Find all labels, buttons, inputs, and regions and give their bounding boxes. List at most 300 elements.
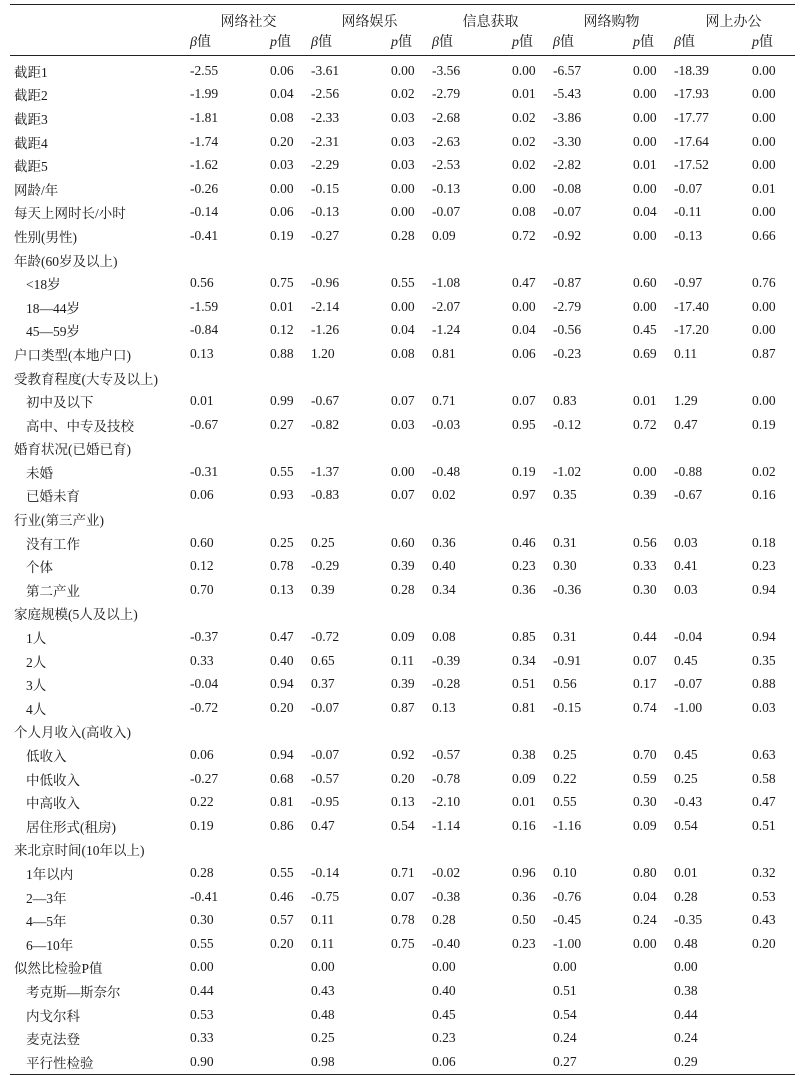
beta-value-cell: 0.47 — [311, 817, 335, 833]
beta-value-cell: 1.20 — [311, 345, 335, 361]
beta-value-cell: -0.07 — [674, 676, 703, 692]
beta-label: 值 — [680, 35, 695, 50]
p-value-cell: 0.00 — [512, 180, 536, 196]
table-row — [10, 460, 795, 484]
beta-value-cell: 0.56 — [553, 676, 577, 692]
p-value-cell: 0.85 — [512, 629, 536, 645]
beta-value-cell: -1.37 — [311, 463, 340, 479]
beta-value-cell — [188, 437, 256, 461]
beta-value-cell: -0.95 — [311, 794, 340, 810]
beta-value-cell — [430, 602, 498, 626]
beta-value-cell — [430, 366, 498, 390]
beta-value-cell: -0.88 — [674, 463, 703, 479]
p-value-cell — [498, 956, 551, 980]
p-value-cell — [498, 1003, 551, 1027]
p-value-cell: 0.95 — [512, 416, 536, 432]
table-row — [10, 271, 795, 295]
beta-value-cell: -0.08 — [553, 180, 582, 196]
p-label: 值 — [759, 35, 773, 50]
p-value-cell: 0.45 — [633, 322, 657, 338]
beta-value-cell: -0.91 — [553, 652, 582, 668]
beta-value-cell: -6.57 — [553, 62, 582, 78]
beta-value-cell — [672, 248, 738, 272]
beta-value-cell — [188, 838, 256, 862]
row-label: 45—59岁 — [26, 324, 80, 340]
p-value-cell: 0.55 — [391, 275, 415, 291]
beta-value-cell: 0.36 — [432, 534, 456, 550]
beta-value-cell: -2.82 — [553, 157, 582, 173]
beta-value-cell — [309, 602, 377, 626]
row-label: 1人 — [26, 631, 47, 647]
p-value-cell: 0.00 — [512, 298, 536, 314]
beta-value-cell: 0.40 — [432, 982, 456, 998]
p-value-cell: 0.08 — [391, 345, 415, 361]
group-header-row — [10, 5, 795, 32]
p-value-cell: 0.00 — [752, 298, 776, 314]
p-label: 值 — [277, 35, 291, 50]
beta-value-cell — [309, 437, 377, 461]
row-label: 考克斯—斯奈尔 — [26, 984, 121, 1000]
p-value-cell: 0.47 — [752, 794, 776, 810]
p-value-cell: 0.13 — [391, 794, 415, 810]
beta-value-cell: 0.03 — [674, 581, 698, 597]
beta-value-cell: -0.23 — [553, 345, 582, 361]
beta-value-cell: -0.07 — [311, 747, 340, 763]
row-label: 居住形式(租房) — [26, 819, 116, 835]
beta-value-cell: 0.55 — [553, 794, 577, 810]
beta-symbol: β — [674, 35, 681, 50]
p-value-cell: 0.33 — [633, 558, 657, 574]
beta-value-cell: 0.01 — [190, 393, 214, 409]
beta-value-cell: 0.56 — [190, 275, 214, 291]
table-row — [10, 531, 795, 555]
beta-value-cell: -0.36 — [553, 581, 582, 597]
beta-value-cell: 0.48 — [311, 1006, 335, 1022]
p-value-cell — [738, 1050, 795, 1074]
p-value-cell: 0.08 — [512, 204, 536, 220]
p-value-cell: 0.87 — [752, 345, 776, 361]
row-label: 已婚未育 — [26, 489, 80, 505]
row-label: 4人 — [26, 701, 47, 717]
p-value-cell — [256, 507, 309, 531]
beta-value-cell: -0.56 — [553, 322, 582, 338]
p-value-cell — [256, 602, 309, 626]
beta-value-cell: -0.78 — [432, 770, 461, 786]
beta-value-cell: -0.26 — [190, 180, 219, 196]
row-label: 初中及以下 — [26, 395, 94, 411]
beta-value-cell: 0.06 — [190, 747, 214, 763]
p-value-cell: 0.07 — [391, 393, 415, 409]
beta-value-cell: -0.67 — [190, 416, 219, 432]
beta-value-cell: 0.00 — [674, 959, 698, 975]
p-value-cell: 0.00 — [752, 86, 776, 102]
p-value-cell: 0.00 — [391, 180, 415, 196]
p-value-cell — [619, 956, 672, 980]
table-row — [10, 932, 795, 956]
p-value-cell: 0.94 — [270, 676, 294, 692]
p-value-cell — [377, 507, 430, 531]
p-value-cell: 0.70 — [633, 747, 657, 763]
beta-value-cell: 0.13 — [190, 345, 214, 361]
p-value-cell: 0.78 — [391, 912, 415, 928]
row-label: 高中、中专及技校 — [26, 418, 134, 434]
beta-value-cell — [430, 248, 498, 272]
p-value-cell: 0.00 — [391, 62, 415, 78]
p-value-cell: 0.00 — [752, 204, 776, 220]
beta-value-cell: -2.07 — [432, 298, 461, 314]
beta-value-cell: -1.74 — [190, 133, 219, 149]
beta-value-cell: 0.41 — [674, 558, 698, 574]
p-value-cell — [256, 437, 309, 461]
beta-value-cell: 0.00 — [190, 959, 214, 975]
p-value-cell: 0.30 — [633, 794, 657, 810]
beta-value-cell — [309, 720, 377, 744]
beta-value-cell: 0.33 — [190, 652, 214, 668]
p-value-cell: 0.00 — [633, 298, 657, 314]
p-value-cell — [619, 437, 672, 461]
beta-value-cell: 0.48 — [674, 935, 698, 951]
beta-label: 值 — [559, 35, 574, 50]
beta-value-cell: -2.53 — [432, 157, 461, 173]
p-value-cell: 0.88 — [752, 676, 776, 692]
beta-value-cell: -0.40 — [432, 935, 461, 951]
p-value-cell: 0.46 — [270, 888, 294, 904]
beta-symbol: β — [432, 35, 439, 50]
p-value-cell — [377, 248, 430, 272]
row-label: 家庭规模(5人及以上) — [14, 607, 138, 623]
beta-value-header — [551, 31, 619, 56]
p-value-cell: 0.86 — [270, 817, 294, 833]
p-value-cell — [256, 1003, 309, 1027]
p-value-cell — [498, 720, 551, 744]
beta-value-cell: -1.14 — [432, 817, 461, 833]
table-row — [10, 1003, 795, 1027]
beta-value-cell — [309, 248, 377, 272]
p-value-cell: 0.20 — [391, 770, 415, 786]
p-value-cell: 0.03 — [391, 133, 415, 149]
p-value-cell: 0.02 — [512, 133, 536, 149]
beta-value-cell: -0.27 — [190, 770, 219, 786]
p-value-cell: 0.55 — [270, 864, 294, 880]
beta-value-cell: -2.79 — [553, 298, 582, 314]
beta-value-cell: -1.08 — [432, 275, 461, 291]
beta-value-cell: 0.43 — [311, 982, 335, 998]
p-value-cell: 0.39 — [391, 558, 415, 574]
p-value-cell — [619, 507, 672, 531]
beta-value-cell — [672, 366, 738, 390]
beta-value-cell: -0.04 — [190, 676, 219, 692]
beta-value-cell: 0.34 — [432, 581, 456, 597]
beta-value-cell — [188, 720, 256, 744]
beta-value-cell: -0.72 — [311, 629, 340, 645]
p-value-cell: 0.00 — [752, 62, 776, 78]
p-value-cell: 0.28 — [391, 227, 415, 243]
p-value-cell: 0.23 — [512, 558, 536, 574]
p-value-cell — [498, 248, 551, 272]
beta-value-cell: -0.97 — [674, 275, 703, 291]
beta-value-cell: 0.25 — [674, 770, 698, 786]
p-value-cell: 0.04 — [270, 86, 294, 102]
beta-value-cell: -3.61 — [311, 62, 340, 78]
p-value-cell: 0.03 — [391, 416, 415, 432]
p-value-cell: 0.07 — [391, 487, 415, 503]
beta-value-cell: -0.57 — [432, 747, 461, 763]
beta-value-cell: -1.26 — [311, 322, 340, 338]
p-value-cell: 0.34 — [512, 652, 536, 668]
beta-value-cell: 0.12 — [190, 558, 214, 574]
p-value-cell — [619, 979, 672, 1003]
row-label: 网龄/年 — [14, 182, 59, 198]
row-label: 行业(第三产业) — [14, 513, 104, 529]
p-value-cell: 0.19 — [512, 463, 536, 479]
row-label: 截距1 — [14, 64, 48, 80]
beta-value-cell: -1.00 — [553, 935, 582, 951]
p-value-header — [738, 31, 795, 56]
row-label: 平行性检验 — [26, 1055, 94, 1071]
p-value-cell: 0.02 — [752, 463, 776, 479]
beta-value-cell: 0.11 — [311, 912, 335, 928]
beta-value-cell: -2.33 — [311, 109, 340, 125]
p-value-cell: 0.75 — [270, 275, 294, 291]
p-value-cell — [738, 979, 795, 1003]
beta-value-cell: 0.54 — [674, 817, 698, 833]
beta-value-cell: 0.47 — [674, 416, 698, 432]
p-value-cell — [738, 1003, 795, 1027]
table-row — [10, 437, 795, 461]
beta-value-cell: 0.51 — [553, 982, 577, 998]
beta-value-cell: 0.71 — [432, 393, 456, 409]
beta-symbol: β — [190, 35, 197, 50]
beta-symbol: β — [311, 35, 318, 50]
table-row — [10, 295, 795, 319]
p-label: 值 — [519, 35, 533, 50]
beta-value-cell: -2.29 — [311, 157, 340, 173]
beta-value-cell: -0.38 — [432, 888, 461, 904]
beta-value-cell: -17.40 — [674, 298, 709, 314]
row-label: 没有工作 — [26, 536, 80, 552]
p-value-cell — [377, 1050, 430, 1074]
beta-value-cell: -0.29 — [311, 558, 340, 574]
beta-value-cell: -0.57 — [311, 770, 340, 786]
p-value-cell: 0.36 — [512, 888, 536, 904]
beta-value-cell: -0.12 — [553, 416, 582, 432]
beta-value-header — [188, 31, 256, 56]
table-row — [10, 106, 795, 130]
p-value-cell: 0.74 — [633, 699, 657, 715]
p-value-cell: 0.03 — [752, 699, 776, 715]
p-value-cell: 0.55 — [270, 463, 294, 479]
p-value-cell — [619, 1050, 672, 1074]
table-row — [10, 201, 795, 225]
beta-value-cell: 0.54 — [553, 1006, 577, 1022]
beta-value-cell: -0.83 — [311, 487, 340, 503]
beta-value-cell: -1.99 — [190, 86, 219, 102]
beta-value-cell: 0.11 — [674, 345, 698, 361]
p-value-cell: 0.01 — [633, 393, 657, 409]
p-value-cell: 0.06 — [512, 345, 536, 361]
beta-value-cell: -0.84 — [190, 322, 219, 338]
p-symbol: p — [512, 35, 519, 50]
beta-value-cell: 0.29 — [674, 1053, 698, 1069]
beta-value-cell: -0.15 — [311, 180, 340, 196]
beta-value-cell: 0.60 — [190, 534, 214, 550]
p-value-cell: 0.66 — [752, 227, 776, 243]
beta-value-cell: 0.13 — [432, 699, 456, 715]
table-row — [10, 1050, 795, 1074]
p-value-cell: 0.19 — [270, 227, 294, 243]
p-value-cell: 0.78 — [270, 558, 294, 574]
beta-value-cell: -0.02 — [432, 864, 461, 880]
beta-value-cell: -3.86 — [553, 109, 582, 125]
p-value-cell: 0.23 — [752, 558, 776, 574]
group-header-office: 网上办公 — [705, 15, 762, 30]
p-value-cell: 0.81 — [512, 699, 536, 715]
p-value-cell — [619, 366, 672, 390]
row-label: 4—5年 — [26, 914, 67, 930]
beta-value-cell: -0.14 — [311, 864, 340, 880]
beta-value-cell: -2.55 — [190, 62, 219, 78]
row-label: 截距3 — [14, 111, 48, 127]
beta-label: 值 — [438, 35, 453, 50]
table-row — [10, 838, 795, 862]
table-row — [10, 366, 795, 390]
beta-value-cell: 0.28 — [432, 912, 456, 928]
beta-value-cell: 0.22 — [553, 770, 577, 786]
row-label: 中低收入 — [26, 772, 80, 788]
beta-value-cell: -0.37 — [190, 629, 219, 645]
beta-value-cell — [188, 248, 256, 272]
beta-value-cell — [309, 507, 377, 531]
p-value-cell: 0.51 — [512, 676, 536, 692]
beta-value-cell: -1.16 — [553, 817, 582, 833]
beta-value-cell: -0.92 — [553, 227, 582, 243]
p-value-cell: 0.02 — [391, 86, 415, 102]
p-value-cell: 0.99 — [270, 393, 294, 409]
p-value-cell — [498, 838, 551, 862]
p-value-cell: 0.18 — [752, 534, 776, 550]
beta-value-cell: 0.08 — [432, 629, 456, 645]
beta-value-cell — [551, 366, 619, 390]
row-label: 截距4 — [14, 135, 48, 151]
p-value-cell: 0.04 — [391, 322, 415, 338]
p-value-cell: 0.72 — [512, 227, 536, 243]
p-value-cell: 0.01 — [512, 86, 536, 102]
table-row — [10, 248, 795, 272]
p-value-cell: 0.72 — [633, 416, 657, 432]
p-value-cell — [738, 366, 795, 390]
beta-value-cell — [430, 507, 498, 531]
table-row — [10, 56, 795, 83]
beta-value-cell: -1.81 — [190, 109, 219, 125]
p-value-cell: 0.36 — [512, 581, 536, 597]
p-value-cell — [498, 437, 551, 461]
p-value-cell: 0.02 — [512, 157, 536, 173]
row-label: 18—44岁 — [26, 300, 80, 316]
p-value-cell: 0.53 — [752, 888, 776, 904]
p-value-cell: 0.24 — [633, 912, 657, 928]
regression-table — [10, 4, 795, 1075]
beta-value-cell: 1.29 — [674, 393, 698, 409]
p-value-cell — [377, 1026, 430, 1050]
beta-value-cell: 0.44 — [190, 982, 214, 998]
beta-value-cell: -0.13 — [311, 204, 340, 220]
p-value-cell: 0.00 — [633, 180, 657, 196]
table-row — [10, 956, 795, 980]
beta-value-cell — [672, 602, 738, 626]
table-row — [10, 153, 795, 177]
beta-value-cell: -0.27 — [311, 227, 340, 243]
beta-value-cell — [188, 602, 256, 626]
p-value-cell: 0.81 — [270, 794, 294, 810]
p-value-cell — [377, 602, 430, 626]
p-value-cell: 0.00 — [633, 86, 657, 102]
p-value-cell — [619, 720, 672, 744]
beta-value-cell: -0.41 — [190, 888, 219, 904]
beta-value-cell: 0.03 — [674, 534, 698, 550]
row-label: 截距2 — [14, 88, 48, 104]
p-value-cell: 0.32 — [752, 864, 776, 880]
beta-value-cell: -1.02 — [553, 463, 582, 479]
p-symbol: p — [752, 35, 759, 50]
row-label: 低收入 — [26, 749, 67, 765]
beta-value-cell: -0.43 — [674, 794, 703, 810]
p-value-cell: 0.07 — [391, 888, 415, 904]
beta-value-cell: -2.14 — [311, 298, 340, 314]
row-label: 每天上网时长/小时 — [14, 206, 126, 222]
p-value-cell: 0.93 — [270, 487, 294, 503]
beta-value-cell: 0.38 — [674, 982, 698, 998]
table-row — [10, 696, 795, 720]
beta-value-cell: -0.72 — [190, 699, 219, 715]
p-value-cell — [377, 979, 430, 1003]
p-value-cell: 0.23 — [512, 935, 536, 951]
beta-value-cell: -0.96 — [311, 275, 340, 291]
beta-value-cell: 0.90 — [190, 1053, 214, 1069]
beta-value-cell: 0.31 — [553, 629, 577, 645]
beta-value-cell: -0.11 — [674, 204, 702, 220]
table-row — [10, 767, 795, 791]
beta-value-cell: -18.39 — [674, 62, 709, 78]
beta-value-cell: -17.77 — [674, 109, 709, 125]
table-row — [10, 578, 795, 602]
beta-value-cell: 0.09 — [432, 227, 456, 243]
beta-value-cell: 0.31 — [553, 534, 577, 550]
beta-value-cell: 0.23 — [432, 1030, 456, 1046]
p-value-cell: 0.01 — [512, 794, 536, 810]
p-value-cell — [256, 720, 309, 744]
p-value-cell: 0.94 — [752, 629, 776, 645]
beta-value-cell: 0.25 — [553, 747, 577, 763]
beta-value-cell: 0.83 — [553, 393, 577, 409]
beta-value-cell — [672, 838, 738, 862]
p-value-cell — [377, 437, 430, 461]
p-value-cell: 0.51 — [752, 817, 776, 833]
beta-value-cell: 0.00 — [553, 959, 577, 975]
table-row — [10, 389, 795, 413]
beta-value-header — [309, 31, 377, 56]
p-value-cell: 0.08 — [270, 109, 294, 125]
p-value-cell: 0.60 — [633, 275, 657, 291]
p-value-cell — [498, 1026, 551, 1050]
p-value-cell — [619, 838, 672, 862]
p-value-cell: 0.00 — [391, 204, 415, 220]
row-label: 3人 — [26, 678, 47, 694]
beta-value-cell: 0.27 — [553, 1053, 577, 1069]
beta-value-cell: 0.00 — [311, 959, 335, 975]
p-value-cell: 0.06 — [270, 204, 294, 220]
p-value-cell — [498, 602, 551, 626]
beta-value-cell: -1.62 — [190, 157, 219, 173]
